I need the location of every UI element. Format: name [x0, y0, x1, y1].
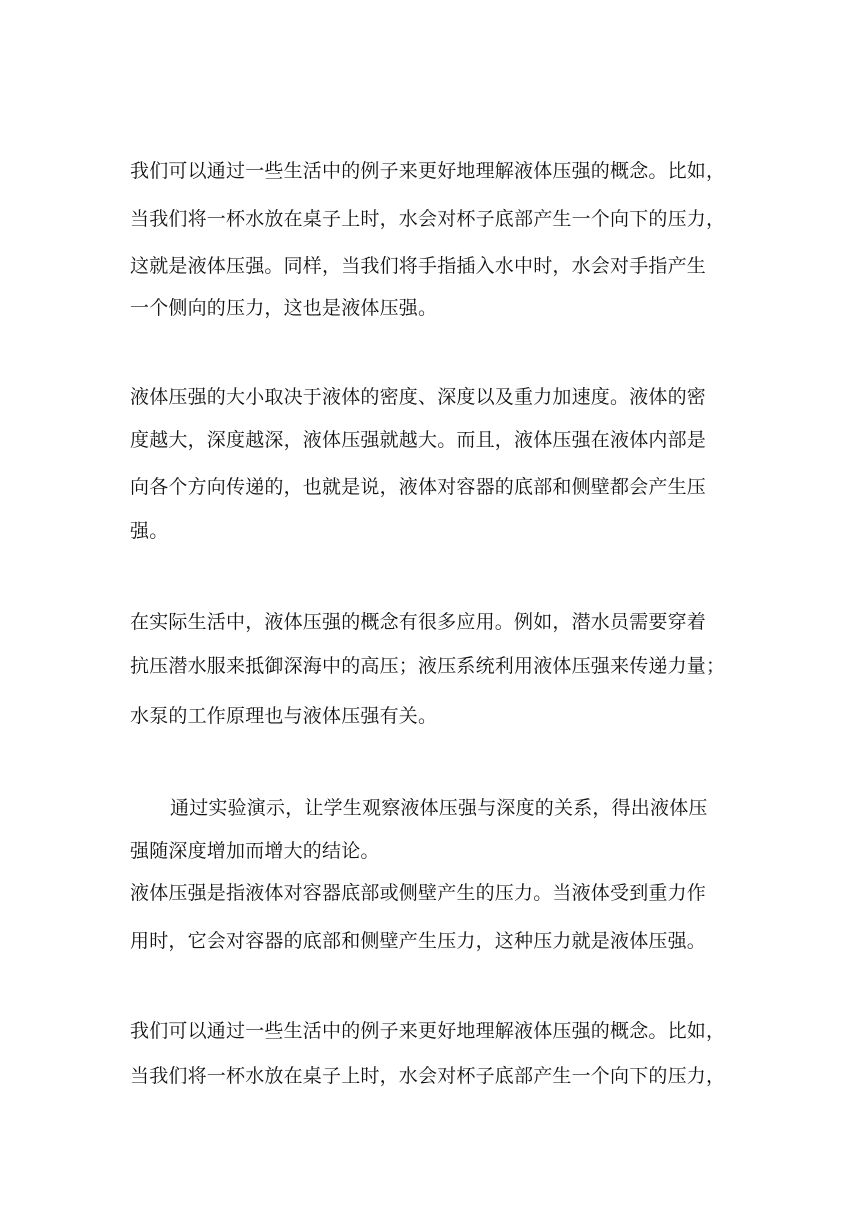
paragraph-4-line-2: 强随深度增加而增大的结论。 — [130, 840, 380, 862]
paragraph-2-line-4: 强。 — [130, 520, 169, 542]
paragraph-2-line-2: 度越大，深度越深，液体压强就越大。而且，液体压强在液体内部是 — [130, 429, 707, 451]
paragraph-1-line-4: 一个侧向的压力，这也是液体压强。 — [130, 297, 438, 319]
paragraph-5-line-2: 当我们将一杯水放在桌子上时，水会对杯子底部产生一个向下的压力， — [130, 1065, 726, 1087]
paragraph-3-line-2: 抗压潜水服来抵御深海中的高压；液压系统利用液体压强来传递力量； — [130, 655, 726, 677]
paragraph-4-line-1: 通过实验演示，让学生观察液体压强与深度的关系，得出液体压 — [170, 797, 708, 819]
paragraph-1-line-3: 这就是液体压强。同样，当我们将手指插入水中时，水会对手指产生 — [130, 255, 707, 277]
paragraph-3-line-1: 在实际生活中，液体压强的概念有很多应用。例如，潜水员需要穿着 — [130, 611, 707, 633]
paragraph-4-line-4: 用时，它会对容器的底部和侧壁产生压力，这种压力就是液体压强。 — [130, 930, 707, 952]
paragraph-3-line-3: 水泵的工作原理也与液体压强有关。 — [130, 705, 438, 727]
paragraph-4-line-3: 液体压强是指液体对容器底部或侧壁产生的压力。当液体受到重力作 — [130, 882, 707, 904]
paragraph-2-line-1: 液体压强的大小取决于液体的密度、深度以及重力加速度。液体的密 — [130, 386, 707, 408]
paragraph-2-line-3: 向各个方向传递的，也就是说，液体对容器的底部和侧壁都会产生压 — [130, 476, 707, 498]
paragraph-5-line-1: 我们可以通过一些生活中的例子来更好地理解液体压强的概念。比如， — [130, 1020, 726, 1042]
paragraph-1-line-1: 我们可以通过一些生活中的例子来更好地理解液体压强的概念。比如， — [130, 160, 726, 182]
paragraph-1-line-2: 当我们将一杯水放在桌子上时，水会对杯子底部产生一个向下的压力， — [130, 208, 726, 230]
